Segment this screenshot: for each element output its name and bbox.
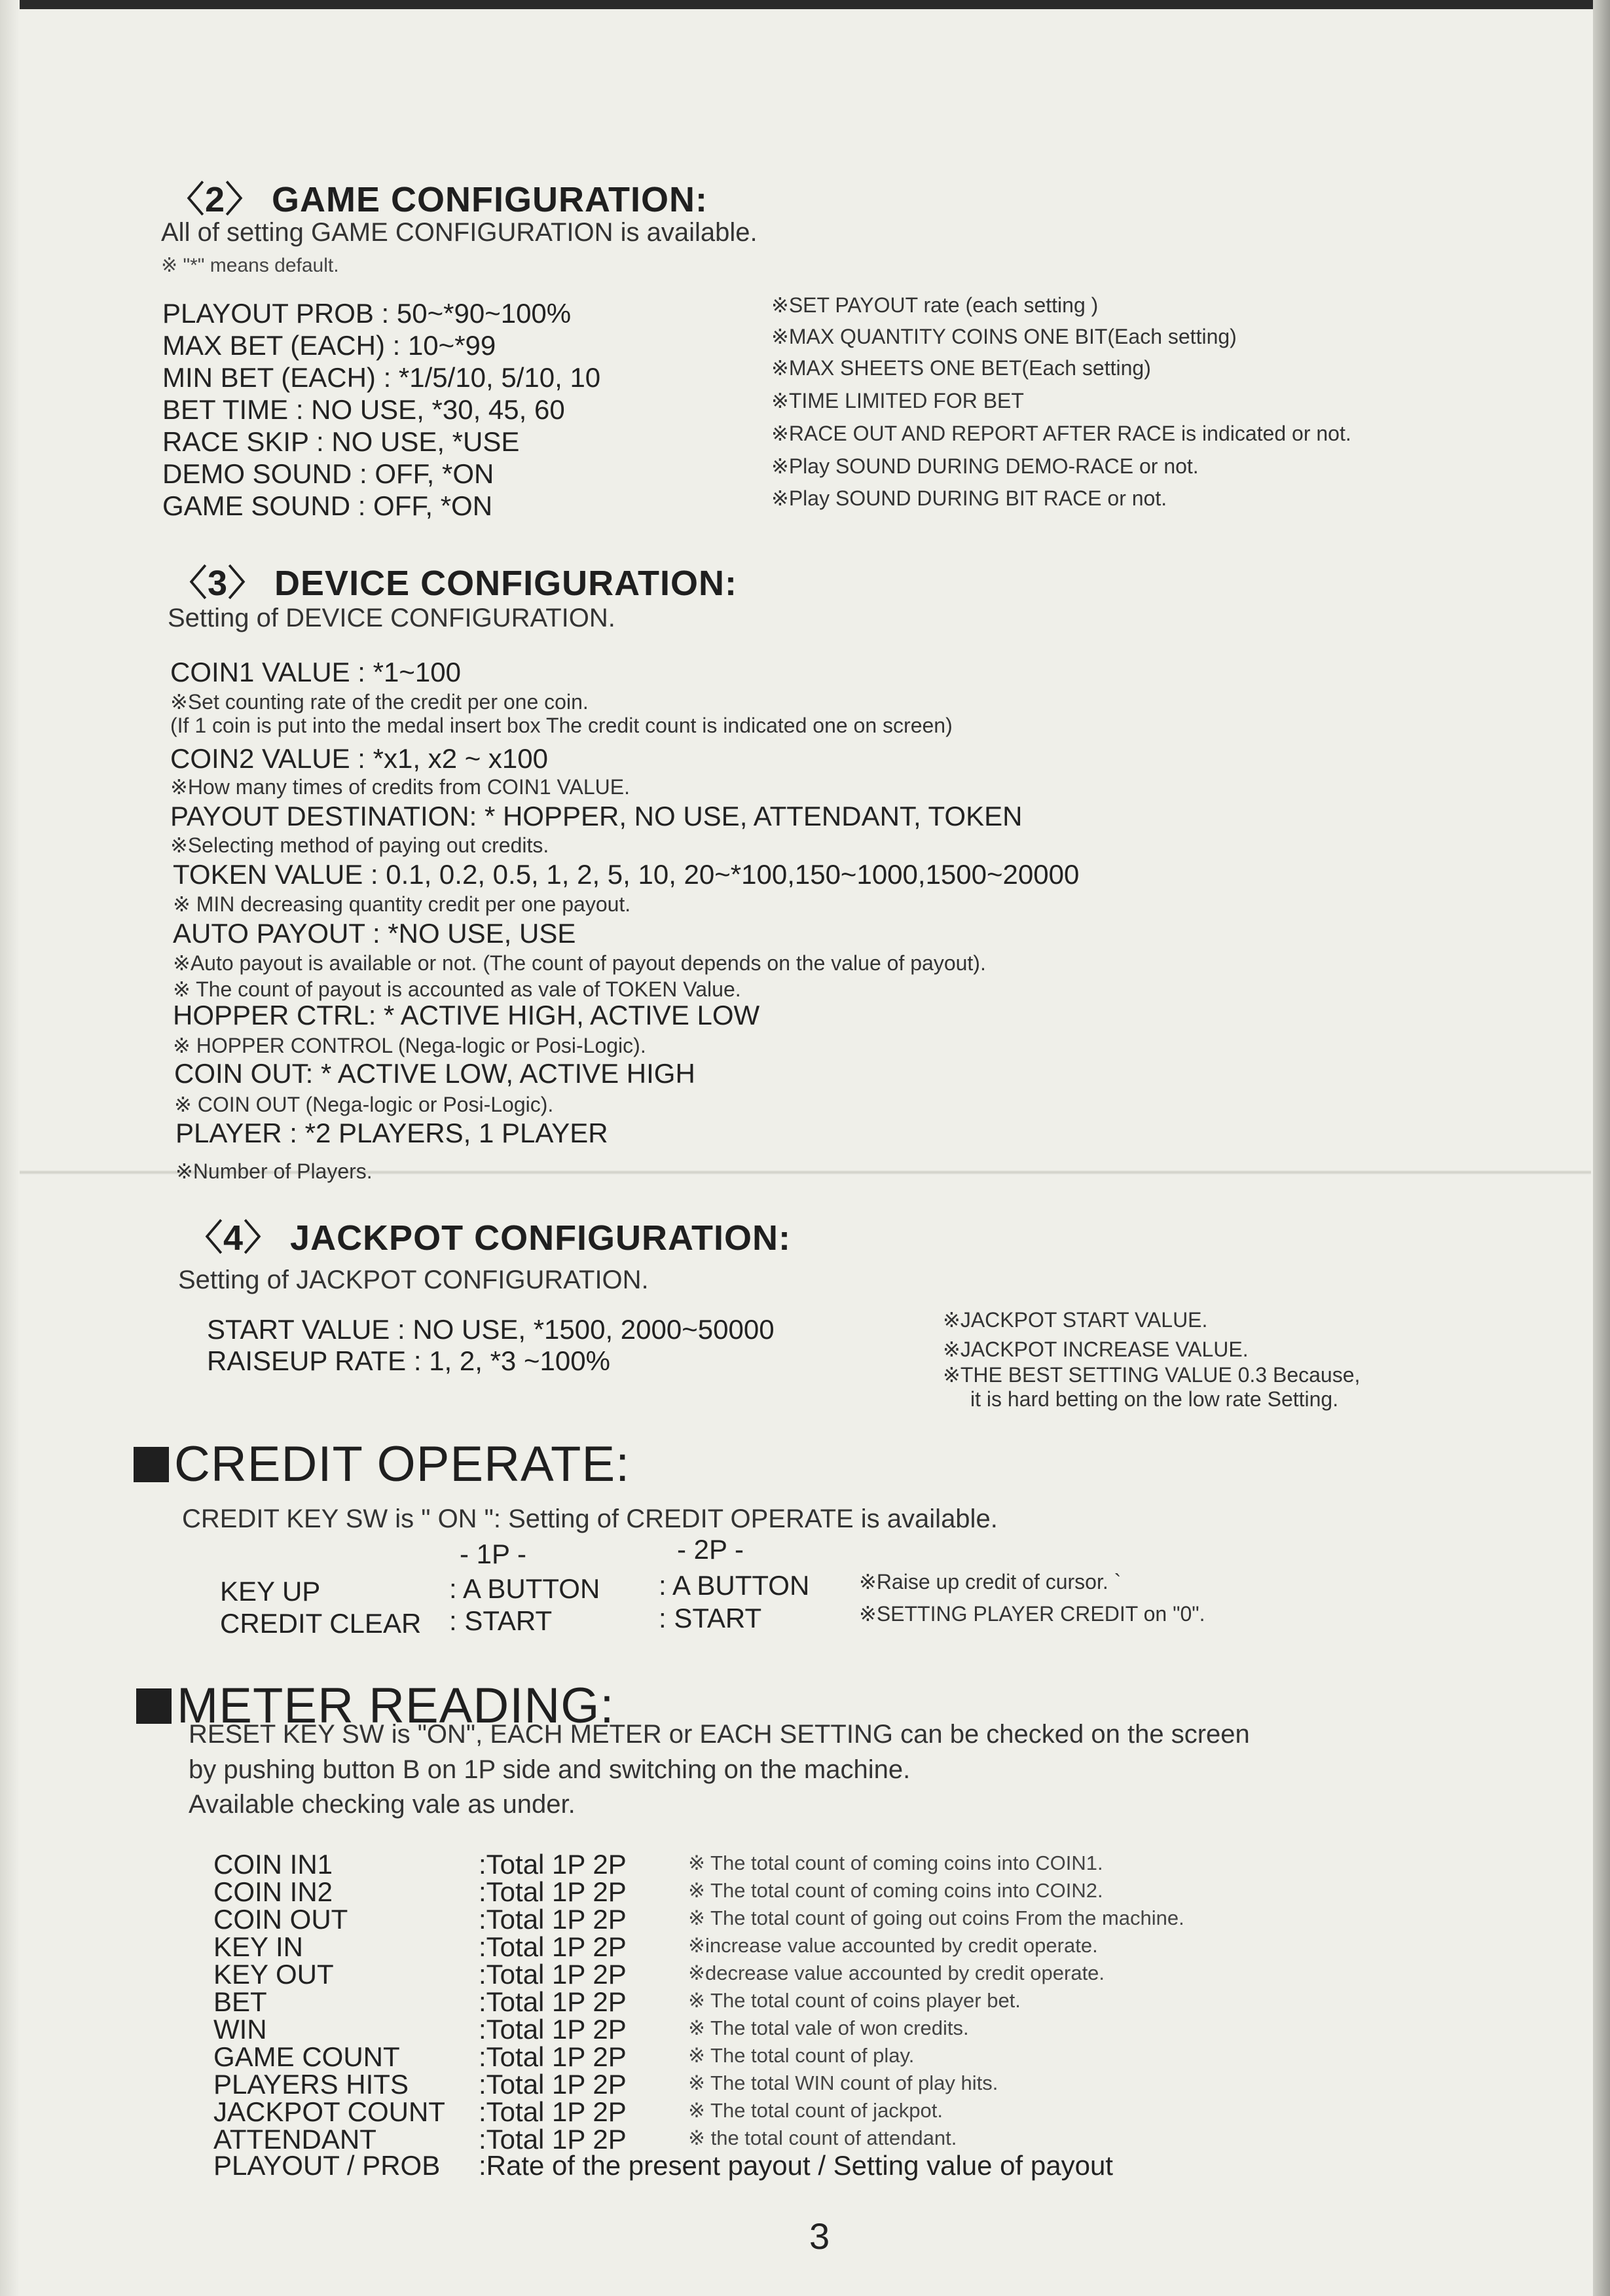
device-setting: PAYOUT DESTINATION: * HOPPER, NO USE, ATTENDANT, TOKEN: [170, 801, 1023, 831]
meter-value: :Total 1P 2P: [479, 2069, 627, 2100]
meter-note: ※ The total vale of won credits.: [688, 2016, 969, 2039]
device-setting-note: ※ MIN decreasing quantity credit per one payout.: [173, 892, 631, 916]
meter-name: KEY OUT: [213, 1959, 334, 1990]
jackpot-config-intro: Setting of JACKPOT CONFIGURATION.: [178, 1266, 649, 1294]
meter-reading-title: METER READING:: [177, 1678, 615, 1734]
game-setting-note: ※RACE OUT AND REPORT AFTER RACE is indicated or not.: [771, 422, 1351, 445]
meter-value: :Total 1P 2P: [479, 1986, 627, 2017]
game-setting-note: ※Play SOUND DURING BIT RACE or not.: [771, 486, 1167, 510]
device-setting-note: ※ COIN OUT (Nega-logic or Posi-Logic).: [174, 1093, 554, 1116]
device-setting: COIN OUT: * ACTIVE LOW, ACTIVE HIGH: [174, 1058, 695, 1089]
credit-operate-heading: [134, 1436, 630, 1493]
jackpot-note: ※THE BEST SETTING VALUE 0.3 Because,: [943, 1363, 1361, 1387]
device-setting: AUTO PAYOUT : *NO USE, USE: [173, 918, 576, 949]
default-note: ※ "*" means default.: [161, 255, 339, 276]
meter-value: :Total 1P 2P: [479, 1931, 627, 1962]
scan-left-edge: [0, 0, 20, 2296]
device-setting-note: ※Number of Players.: [175, 1159, 373, 1183]
meter-table: [213, 1849, 1326, 2189]
meter-name: COIN OUT: [213, 1904, 348, 1935]
game-setting: RACE SKIP : NO USE, *USE: [162, 426, 520, 457]
device-setting-note: (If 1 coin is put into the medal insert box The credit count is indicated one on screen): [170, 714, 953, 737]
meter-value: :Rate of the present payout / Setting value of payout: [479, 2150, 1113, 2181]
meter-note: ※ The total count of coming coins into COIN2.: [688, 1879, 1103, 1902]
meter-note: ※increase value accounted by credit operate.: [688, 1934, 1098, 1957]
game-setting: DEMO SOUND : OFF, *ON: [162, 458, 494, 489]
meter-value: :Total 1P 2P: [479, 2014, 627, 2045]
credit-operate-title: CREDIT OPERATE:: [174, 1436, 631, 1492]
meter-intro-line: by pushing button B on 1P side and switching on the machine.: [189, 1755, 911, 1784]
device-setting-note: ※Set counting rate of the credit per one coin.: [170, 690, 589, 714]
credit-col-2p: - 2P -: [677, 1534, 744, 1565]
device-setting: PLAYER : *2 PLAYERS, 1 PLAYER: [175, 1118, 608, 1148]
meter-value: :Total 1P 2P: [479, 2124, 627, 2155]
device-setting-note: ※How many times of credits from COIN1 VALUE.: [170, 775, 630, 799]
credit-row-label: KEY UP: [220, 1576, 321, 1607]
game-setting: PLAYOUT PROB : 50~*90~100%: [162, 298, 572, 329]
meter-value: :Total 1P 2P: [479, 2041, 627, 2072]
credit-operate-intro: CREDIT KEY SW is " ON ": Setting of CREDIT OPERATE is available.: [182, 1504, 998, 1533]
device-setting-note: ※Auto payout is available or not. (The count of payout depends on the value of payout).: [173, 951, 986, 975]
game-setting-note: ※SET PAYOUT rate (each setting ): [771, 293, 1099, 317]
meter-name: ATTENDANT: [213, 2124, 376, 2155]
game-config-intro: All of setting GAME CONFIGURATION is available.: [161, 218, 758, 247]
meter-value: :Total 1P 2P: [479, 1904, 627, 1935]
credit-row-1p: : START: [449, 1605, 553, 1636]
credit-row-note: ※Raise up credit of cursor. `: [859, 1570, 1122, 1594]
meter-note: ※ The total count of coming coins into COIN1.: [688, 1851, 1103, 1874]
device-setting: HOPPER CTRL: * ACTIVE HIGH, ACTIVE LOW: [173, 1000, 760, 1030]
meter-note: ※ The total count of coins player bet.: [688, 1989, 1021, 2012]
jackpot-note: it is hard betting on the low rate Setting.: [970, 1387, 1339, 1411]
credit-row-2p: : START: [659, 1603, 762, 1633]
device-config-heading: 〈3〉 DEVICE CONFIGURATION:: [172, 564, 738, 603]
meter-intro-line: Available checking vale as under.: [189, 1790, 576, 1819]
meter-name: COIN IN2: [213, 1876, 333, 1907]
meter-note: ※ The total count of going out coins From the machine.: [688, 1906, 1184, 1929]
device-setting-note: ※ HOPPER CONTROL (Nega-logic or Posi-Logic).: [173, 1034, 646, 1057]
meter-value: :Total 1P 2P: [479, 1849, 627, 1880]
page-number: 3: [809, 2215, 830, 2257]
meter-name: COIN IN1: [213, 1849, 333, 1880]
device-setting: TOKEN VALUE : 0.1, 0.2, 0.5, 1, 2, 5, 10, 20~*100,150~1000,1500~20000: [173, 859, 1080, 890]
meter-note: ※ The total WIN count of play hits.: [688, 2071, 998, 2094]
credit-row-1p: : A BUTTON: [449, 1573, 600, 1604]
game-setting-note: ※TIME LIMITED FOR BET: [771, 389, 1024, 412]
scan-right-edge: [1593, 0, 1610, 2296]
jackpot-note: ※JACKPOT START VALUE.: [943, 1308, 1208, 1332]
meter-name: PLAYOUT / PROB: [213, 2150, 441, 2181]
jackpot-setting: START VALUE : NO USE, *1500, 2000~50000: [207, 1314, 775, 1345]
game-setting-note: ※Play SOUND DURING DEMO-RACE or not.: [771, 454, 1199, 478]
meter-note: ※decrease value accounted by credit operate.: [688, 1961, 1105, 1984]
credit-row-note: ※SETTING PLAYER CREDIT on "0".: [859, 1602, 1205, 1626]
device-setting: COIN1 VALUE : *1~100: [170, 657, 461, 687]
meter-name: JACKPOT COUNT: [213, 2096, 445, 2127]
device-setting: COIN2 VALUE : *x1, x2 ~ x100: [170, 743, 548, 774]
game-setting: MIN BET (EACH) : *1/5/10, 5/10, 10: [162, 362, 601, 393]
meter-name: BET: [213, 1986, 267, 2017]
credit-row-label: CREDIT CLEAR: [220, 1608, 422, 1639]
device-config-intro: Setting of DEVICE CONFIGURATION.: [168, 604, 615, 632]
meter-note: ※ The total count of jackpot.: [688, 2099, 943, 2122]
scan-top-edge: [0, 0, 1610, 9]
jackpot-setting: RAISEUP RATE : 1, 2, *3 ~100%: [207, 1345, 610, 1376]
meter-note: ※ the total count of attendant.: [688, 2126, 957, 2149]
meter-name: PLAYERS HITS: [213, 2069, 409, 2100]
black-square-bullet: [136, 1688, 172, 1724]
game-setting-note: ※MAX SHEETS ONE BET(Each setting): [771, 356, 1151, 380]
jackpot-config-heading: 〈4〉 JACKPOT CONFIGURATION:: [187, 1218, 792, 1258]
credit-row-2p: : A BUTTON: [659, 1570, 810, 1601]
device-setting-note: ※Selecting method of paying out credits.: [170, 833, 549, 857]
jackpot-note: ※JACKPOT INCREASE VALUE.: [943, 1338, 1249, 1361]
credit-col-1p: - 1P -: [460, 1539, 526, 1569]
game-setting: GAME SOUND : OFF, *ON: [162, 490, 493, 521]
meter-value: :Total 1P 2P: [479, 1959, 627, 1990]
game-setting-note: ※MAX QUANTITY COINS ONE BIT(Each setting): [771, 325, 1237, 348]
game-setting: BET TIME : NO USE, *30, 45, 60: [162, 394, 565, 425]
game-config-heading: 〈2〉 GAME CONFIGURATION:: [169, 180, 708, 219]
meter-name: GAME COUNT: [213, 2041, 400, 2072]
black-square-bullet: [134, 1447, 169, 1482]
meter-value: :Total 1P 2P: [479, 1876, 627, 1907]
device-setting-note: ※ The count of payout is accounted as vale of TOKEN Value.: [173, 977, 741, 1001]
meter-name: WIN: [213, 2014, 267, 2045]
meter-note: ※ The total count of play.: [688, 2044, 915, 2067]
meter-name: KEY IN: [213, 1931, 303, 1962]
meter-value: :Total 1P 2P: [479, 2096, 627, 2127]
game-setting: MAX BET (EACH) : 10~*99: [162, 330, 496, 361]
meter-intro-line: RESET KEY SW is "ON", EACH METER or EACH SETTING can be checked on the screen: [189, 1720, 1250, 1749]
